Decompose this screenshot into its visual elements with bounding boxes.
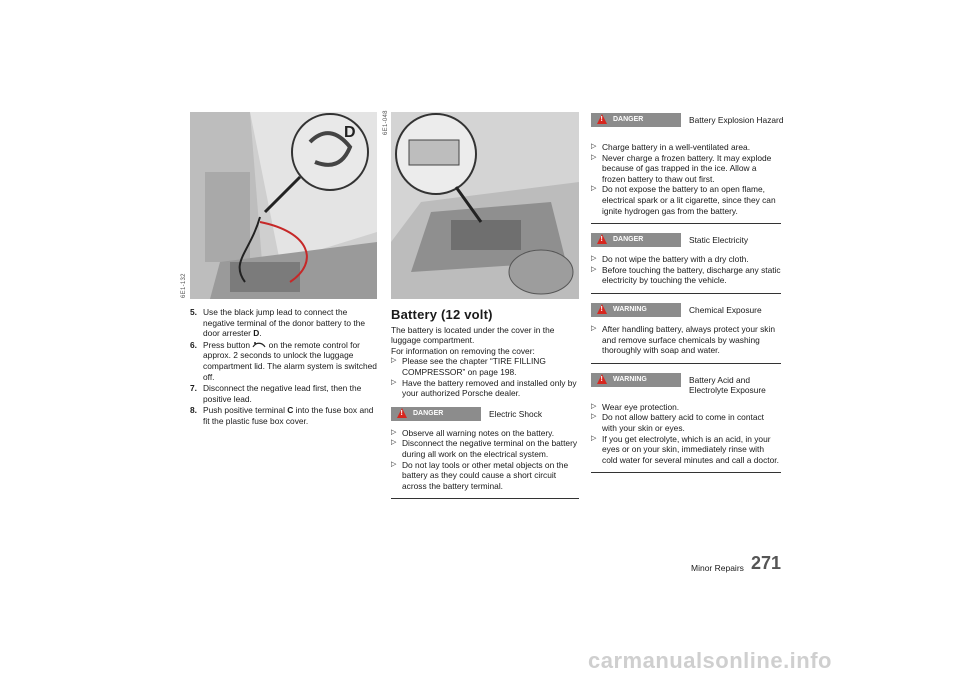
battery-intro: The battery is located under the cover in the luggage compartment. — [391, 324, 555, 346]
step-7: 7. Disconnect the negative lead first, then the positive lead. — [190, 383, 362, 404]
danger-badge: ! DANGER — [591, 233, 681, 247]
arrow-icon: ▷ — [391, 439, 397, 447]
notice-static-electricity — [591, 233, 781, 294]
watermark: carmanualsonline.info — [588, 648, 832, 673]
warning-triangle-icon — [597, 234, 607, 244]
warning-badge: ! WARNING — [591, 373, 681, 387]
step-8: 8. Push positive terminal C into the fuse box and fit the plastic fuse box cover. — [190, 405, 374, 426]
list-item: ▷ Never charge a frozen battery. It may explode because of gas trapped in the ice. Allow a frozen battery to thaw out first. — [591, 152, 772, 184]
step-6: 6. Press button on the remote control for approx. 2 seconds to unlock the luggage compartment lid. The alarm system is switched off. — [190, 339, 377, 382]
list-item: ▷ Disconnect the negative terminal on the battery during all work on the electrical system. — [391, 438, 578, 459]
arrow-icon: ▷ — [591, 265, 597, 273]
page-number: 271 — [751, 553, 782, 573]
list-item: ▷ If you get electrolyte, which is an acid, in your eyes or on your skin, immediately rinse with cold water for several minutes and call a doctor. — [591, 433, 779, 465]
notice-title: Chemical Exposure — [689, 304, 762, 315]
warning-triangle-icon — [597, 374, 607, 384]
list-item: ▷ Do not allow battery acid to come in contact with your skin or eyes. — [591, 412, 764, 433]
arrow-icon: ▷ — [591, 402, 597, 410]
notice-title: Battery Acid and Electrolyte Exposure — [689, 374, 766, 396]
middle-photo-code: 6E1-048 — [383, 110, 389, 135]
arrow-icon: ▷ — [591, 185, 597, 193]
section-heading: Battery (12 volt) — [391, 307, 493, 322]
danger-badge: ! DANGER — [391, 407, 481, 421]
list-item: ▷ After handling battery, always protect your skin and remove surface chemicals by washing thoroughly with soap and water. — [591, 323, 776, 356]
list-item: ▷ Do not wipe the battery with a dry cloth. — [591, 254, 749, 265]
jump-start-photo — [190, 112, 377, 299]
notice-electric-shock — [391, 407, 579, 500]
warning-triangle-icon — [597, 304, 607, 314]
list-item: ▷ Wear eye protection. — [591, 401, 680, 412]
notice-header — [591, 113, 784, 137]
list-item: ▷ Do not expose the battery to an open flame, electrical spark or a lit cigarette, since they can ignite hydrogen gas from the battery. — [591, 184, 776, 216]
notice-header — [391, 407, 579, 423]
notice-header — [591, 303, 781, 319]
notice-title: Electric Shock — [489, 408, 543, 419]
step-5: 5. Use the black jump lead to connect the negative terminal of the donor battery to the door arrester D. — [190, 307, 366, 339]
list-item: ▷ Have the battery removed and installed only by your authorized Porsche dealer. — [391, 377, 577, 399]
left-photo-code: 6E1-132 — [181, 273, 187, 298]
battery-location-illustration — [391, 112, 579, 299]
arrow-icon: ▷ — [391, 460, 397, 468]
arrow-icon: ▷ — [591, 143, 597, 150]
notice-chemical-exposure — [591, 303, 781, 364]
arrow-icon: ▷ — [391, 357, 397, 365]
arrow-icon: ▷ — [591, 255, 597, 263]
removing-label: For information on removing the cover: — [391, 345, 535, 356]
warning-triangle-icon — [597, 114, 607, 124]
arrow-icon: ▷ — [591, 413, 597, 421]
list-item: ▷ Please see the chapter “TIRE FILLING COMPRESSOR” on page 198. — [391, 356, 546, 377]
arrow-icon: ▷ — [391, 378, 397, 386]
luggage-compartment-photo — [391, 112, 579, 299]
callout-letter-d: D — [344, 124, 356, 141]
notice-header — [591, 233, 781, 249]
notice-battery-explosion — [591, 113, 784, 224]
left-column — [190, 307, 378, 428]
list-item: ▷ Do not lay tools or other metal objects on the battery as they could cause a short circuit across the battery terminal. — [391, 459, 569, 491]
key-remote-icon — [252, 341, 266, 349]
arrow-icon: ▷ — [591, 153, 597, 161]
notice-title: Static Electricity — [689, 235, 749, 246]
warning-triangle-icon — [397, 408, 407, 418]
right-column — [591, 113, 784, 482]
danger-badge: ! DANGER — [591, 113, 681, 127]
arrow-icon: ▷ — [391, 428, 397, 436]
section-footer-label: Minor Repairs — [691, 563, 744, 573]
arrow-icon: ▷ — [591, 434, 597, 442]
notice-header — [591, 373, 781, 397]
list-item: ▷ Charge battery in a well-ventilated area. — [591, 142, 751, 152]
warning-badge: ! WARNING — [591, 303, 681, 317]
list-item: ▷ Before touching the battery, discharge any static electricity by touching the vehicle. — [591, 264, 781, 286]
middle-column — [391, 307, 579, 508]
notice-title: Battery Explosion Hazard — [689, 115, 784, 125]
arrow-icon: ▷ — [591, 324, 597, 332]
notice-battery-acid — [591, 373, 781, 474]
list-item: ▷ Observe all warning notes on the battery. — [391, 427, 555, 438]
